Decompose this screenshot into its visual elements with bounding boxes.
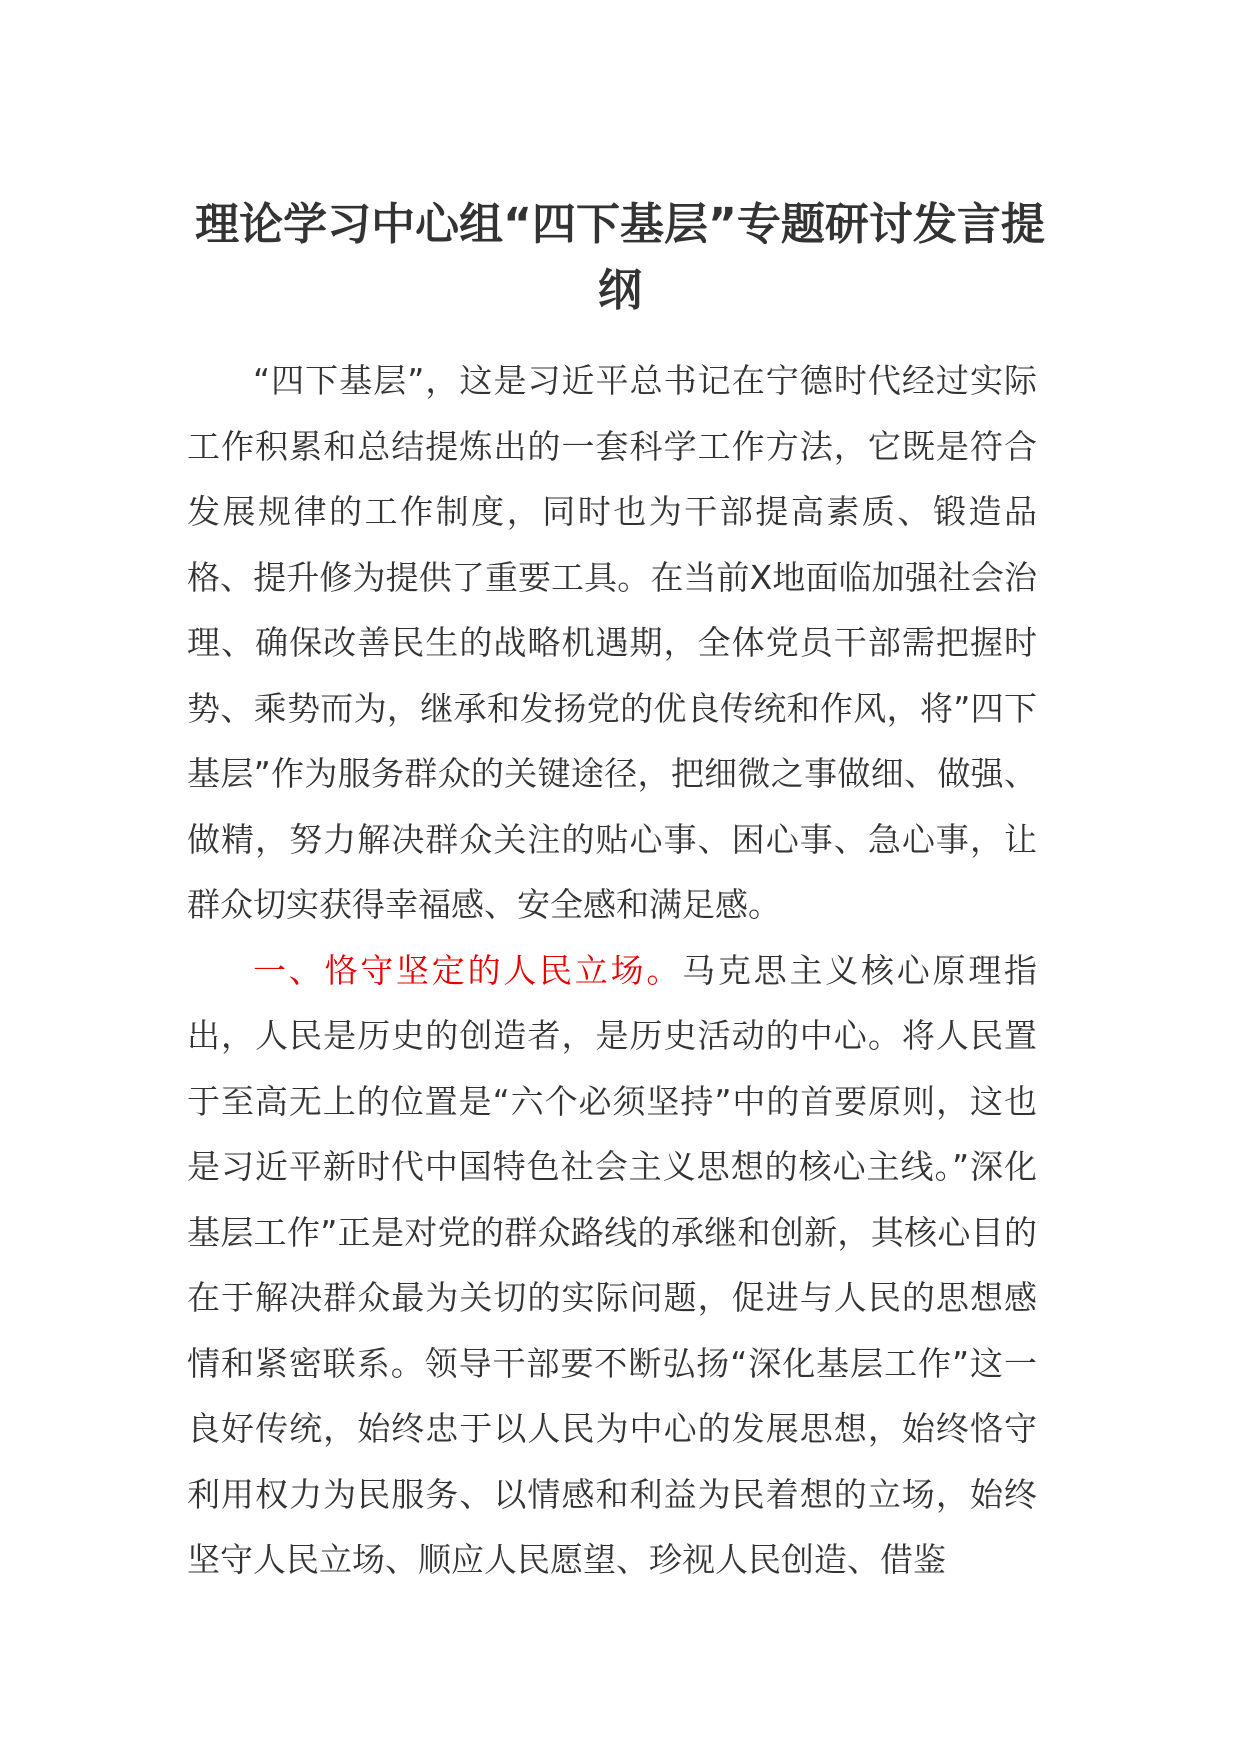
document-title: 理论学习中心组“四下基层”专题研讨发言提纲 xyxy=(195,199,1045,316)
section-1-heading: 一、恪守坚定的人民立场。 xyxy=(253,950,683,990)
section-1-body: 马克思主义核心原理指出，人民是历史的创造者，是历史活动的中心。将人民置于至高无上的位置是“六个必须坚持”中的首要原则，这也是习近平新时代中国特色社会主义思想的核心主线。”深化基层工作”正是对党的群众路线的承继和创新，其核心目的在于解决群众最为关切的实际问题，促进与人民的思想感情和紧密联系。领导干部要不断弘扬“深化基层工作”这一良好传统，始终忠于以人民为中心的发展思想，始终恪守利用权力为民服务、以情感和利益为民着想的立场，始终坚守人民立场、顺应人民愿望、珍视人民创造、借鉴 xyxy=(187,950,1038,1579)
document-body xyxy=(187,348,1037,1593)
paragraph-intro: “四下基层”，这是习近平总书记在宁德时代经过实际工作积累和总结提炼出的一套科学工作方法，它既是符合发展规律的工作制度，同时也为干部提高素质、锻造品格、提升修为提供了重要工具。在当前X地面临加强社会治理、确保改善民生的战略机遇期，全体党员干部需把握时势、乘势而为，继承和发扬党的优良传统和作风，将”四下基层”作为服务群众的关键途径，把细微之事做细、做强、做精，努力解决群众关注的贴心事、困心事、急心事，让群众切实获得幸福感、安全感和满足感。 xyxy=(187,361,1037,924)
paragraph-section-1 xyxy=(187,938,1037,1593)
